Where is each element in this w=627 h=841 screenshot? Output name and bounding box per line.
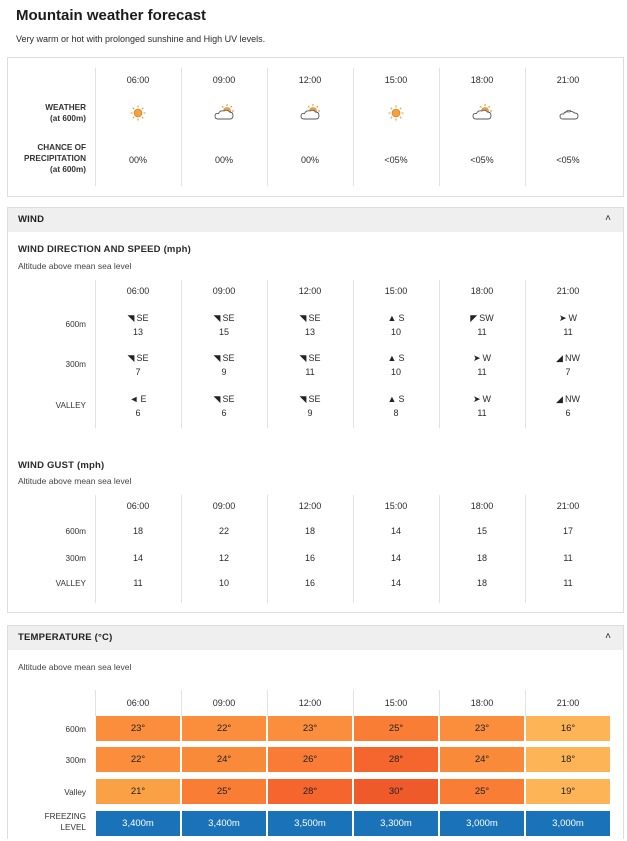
wind-cell [95, 351, 181, 379]
wind-arrow-icon: ◥ [213, 313, 221, 323]
temperature-cell: 28° [268, 779, 352, 804]
gust-value: 10 [218, 578, 229, 588]
wind-arrow-icon: ◥ [127, 313, 135, 323]
wind-direction: S [398, 353, 405, 363]
temperature-cell: 19° [526, 779, 610, 804]
wind-speed-title: WIND DIRECTION AND SPEED (mph) [18, 244, 191, 255]
temperature-cell: 22° [182, 716, 266, 741]
temperature-cell: 30° [354, 779, 438, 804]
temperature-cell: 18° [526, 747, 610, 772]
wind-direction: SE [136, 313, 149, 323]
time-header: 12:00 [298, 698, 322, 708]
wind-arrow-icon: ◥ [299, 394, 307, 404]
wind-cell [95, 311, 181, 339]
gust-value: 11 [133, 578, 143, 588]
time-header: 06:00 [126, 501, 150, 511]
gust-value: 18 [476, 578, 487, 588]
temperature-cell: 16° [526, 716, 610, 741]
wind-arrow-icon: ◥ [299, 353, 307, 363]
freezing-level-cell: 3,300m [354, 811, 438, 836]
gust-value: 18 [132, 526, 143, 536]
wind-speed-note: Altitude above mean sea level [18, 261, 132, 271]
sun-icon [353, 104, 439, 122]
wind-cell [525, 311, 611, 339]
wind-arrow-icon: ◢ [556, 353, 563, 363]
column-separator [95, 68, 96, 186]
gust-value: 14 [390, 578, 401, 588]
wind-cell [353, 311, 439, 339]
wind-cell [439, 351, 525, 379]
wind-direction: SE [222, 353, 235, 363]
precip-label-line1: CHANCE OF [37, 143, 86, 152]
time-header: 09:00 [212, 501, 236, 511]
chevron-up-icon[interactable]: ˄ [605, 213, 611, 224]
wind-arrow-icon: ➤ [558, 313, 567, 323]
precip-row-label [24, 142, 86, 175]
wind-arrow-icon: ◥ [213, 353, 221, 363]
freezing-level-cell: 3,400m [96, 811, 180, 836]
temperature-cell: 26° [268, 747, 352, 772]
precip-value: <05% [470, 155, 494, 165]
wind-direction: NW [564, 394, 580, 404]
temperature-cell: 23° [96, 716, 180, 741]
wind-direction: S [398, 313, 405, 323]
time-header: 18:00 [470, 286, 494, 296]
wind-speed: 13 [304, 327, 315, 337]
precip-label-line3: (at 600m) [50, 165, 86, 174]
wind-section-header[interactable] [8, 208, 623, 232]
wind-cell [267, 392, 353, 420]
wind-cell [181, 351, 267, 379]
temperature-cell: 21° [96, 779, 180, 804]
column-separator [439, 68, 440, 186]
gust-value: 17 [562, 526, 573, 536]
temperature-row-label: 300m [65, 756, 86, 765]
wind-speed: 15 [218, 327, 229, 337]
time-header: 18:00 [470, 698, 494, 708]
wind-arrow-icon: ▲ [387, 353, 397, 363]
freezing-level-cell: 3,000m [440, 811, 524, 836]
wind-direction: SE [308, 313, 321, 323]
sun-behind-cloud-icon [439, 104, 525, 122]
wind-cell [181, 311, 267, 339]
weather-panel [7, 57, 624, 197]
temperature-section-title: TEMPERATURE (°C) [18, 632, 113, 643]
wind-arrow-icon: ◥ [213, 394, 221, 404]
precip-value: 00% [300, 155, 319, 165]
time-header: 15:00 [384, 286, 408, 296]
time-header: 21:00 [556, 75, 580, 85]
gust-value: 14 [390, 553, 401, 563]
freezing-label-line1: FREEZING [44, 812, 86, 821]
gust-value: 15 [476, 526, 487, 536]
time-header: 06:00 [126, 698, 150, 708]
page-title: Mountain weather forecast [16, 7, 207, 24]
gust-value: 11 [563, 578, 573, 588]
wind-direction: SE [308, 394, 321, 404]
time-header: 12:00 [298, 286, 322, 296]
wind-arrow-icon: ◄ [129, 394, 139, 404]
temperature-row-label: 600m [65, 725, 86, 734]
time-header: 12:00 [298, 501, 322, 511]
time-header: 21:00 [556, 501, 580, 511]
wind-cell [267, 351, 353, 379]
gust-value: 11 [563, 553, 573, 563]
freezing-level-cell: 3,000m [526, 811, 610, 836]
wind-cell [439, 392, 525, 420]
temperature-cell: 24° [182, 747, 266, 772]
wind-cell [181, 392, 267, 420]
gust-row-label: 600m [65, 527, 86, 536]
wind-speed: 11 [477, 367, 487, 377]
wind-cell [95, 392, 181, 420]
wind-cell [439, 311, 525, 339]
wind-arrow-icon: ◥ [127, 353, 135, 363]
weather-label-line2: (at 600m) [50, 114, 86, 123]
temperature-cell: 25° [354, 716, 438, 741]
sun-behind-cloud-icon [267, 104, 353, 122]
sun-behind-cloud-icon [181, 104, 267, 122]
time-header: 18:00 [470, 75, 494, 85]
wind-arrow-icon: ▲ [387, 313, 397, 323]
freezing-level-cell: 3,400m [182, 811, 266, 836]
temperature-cell: 25° [182, 779, 266, 804]
column-separator [525, 68, 526, 186]
temperature-panel [7, 625, 624, 839]
gust-value: 14 [132, 553, 143, 563]
wind-direction: W [482, 353, 492, 363]
wind-speed: 11 [563, 327, 573, 337]
wind-arrow-icon: ➤ [472, 353, 481, 363]
weather-row-label [45, 102, 86, 124]
wind-direction: W [568, 313, 578, 323]
temperature-cell: 23° [440, 716, 524, 741]
wind-speed: 6 [565, 408, 571, 418]
wind-speed: 10 [390, 367, 401, 377]
precip-value: 00% [128, 155, 147, 165]
wind-section-title: WIND [18, 214, 45, 225]
wind-direction: SE [136, 353, 149, 363]
wind-direction: NW [564, 353, 580, 363]
gust-row-label: 300m [65, 554, 86, 563]
cloud-icon [525, 104, 611, 122]
wind-arrow-icon: ◤ [470, 313, 478, 323]
temperature-cell: 23° [268, 716, 352, 741]
time-header: 09:00 [212, 75, 236, 85]
wind-speed: 11 [305, 367, 315, 377]
wind-direction: SE [222, 313, 235, 323]
gust-value: 12 [218, 553, 229, 563]
page-subtitle: Very warm or hot with prolonged sunshine and High UV levels. [16, 34, 266, 44]
wind-panel [7, 207, 624, 613]
gust-value: 18 [476, 553, 487, 563]
wind-direction: W [482, 394, 492, 404]
freezing-level-label [45, 811, 86, 833]
wind-direction: SW [479, 313, 494, 323]
gust-row-label: VALLEY [55, 579, 86, 588]
wind-cell [525, 392, 611, 420]
freezing-label-line2: LEVEL [60, 823, 86, 832]
wind-speed: 7 [135, 367, 141, 377]
time-header: 06:00 [126, 75, 150, 85]
gust-value: 16 [304, 578, 315, 588]
wind-arrow-icon: ◥ [299, 313, 307, 323]
wind-arrow-icon: ▲ [387, 394, 397, 404]
wind-row-label: 300m [65, 360, 86, 369]
wind-speed: 9 [307, 408, 313, 418]
temperature-cell: 28° [354, 747, 438, 772]
time-header: 06:00 [126, 286, 150, 296]
wind-speed: 6 [135, 408, 141, 418]
time-header: 21:00 [556, 698, 580, 708]
gust-value: 22 [218, 526, 229, 536]
time-header: 09:00 [212, 286, 236, 296]
wind-speed: 11 [477, 327, 487, 337]
temperature-cell: 22° [96, 747, 180, 772]
temperature-note: Altitude above mean sea level [18, 662, 132, 672]
wind-cell [267, 311, 353, 339]
temperature-cell: 25° [440, 779, 524, 804]
time-header: 12:00 [298, 75, 322, 85]
gust-value: 14 [390, 526, 401, 536]
precip-value: <05% [556, 155, 580, 165]
temperature-row-label: Valley [64, 788, 86, 797]
wind-speed: 10 [390, 327, 401, 337]
wind-arrow-icon: ◢ [556, 394, 563, 404]
precip-label-line2: PRECIPITATION [23, 154, 86, 163]
wind-cell [525, 351, 611, 379]
wind-direction: S [398, 394, 405, 404]
time-header: 21:00 [556, 286, 580, 296]
time-header: 18:00 [470, 501, 494, 511]
weather-label-line1: WEATHER [45, 103, 86, 112]
wind-direction: SE [222, 394, 235, 404]
gust-value: 16 [304, 553, 315, 563]
wind-arrow-icon: ➤ [472, 394, 481, 404]
column-separator [181, 68, 182, 186]
temperature-section-header[interactable] [8, 626, 623, 650]
precip-value: 00% [214, 155, 233, 165]
wind-row-label: VALLEY [55, 401, 86, 410]
wind-direction: E [140, 394, 147, 404]
time-header: 09:00 [212, 698, 236, 708]
time-header: 15:00 [384, 501, 408, 511]
wind-cell [353, 351, 439, 379]
sun-icon [95, 104, 181, 122]
freezing-level-cell: 3,500m [268, 811, 352, 836]
wind-speed: 7 [565, 367, 571, 377]
temperature-cell: 24° [440, 747, 524, 772]
column-separator [267, 68, 268, 186]
wind-speed: 9 [221, 367, 227, 377]
chevron-up-icon[interactable]: ˄ [605, 631, 611, 642]
time-header: 15:00 [384, 75, 408, 85]
wind-cell [353, 392, 439, 420]
wind-gust-note: Altitude above mean sea level [18, 476, 132, 486]
precip-value: <05% [384, 155, 408, 165]
gust-value: 18 [304, 526, 315, 536]
wind-speed: 13 [132, 327, 143, 337]
column-separator [353, 68, 354, 186]
wind-speed: 6 [221, 408, 227, 418]
time-header: 15:00 [384, 698, 408, 708]
wind-gust-title: WIND GUST (mph) [18, 460, 105, 471]
wind-speed: 8 [393, 408, 399, 418]
wind-row-label: 600m [65, 320, 86, 329]
wind-direction: SE [308, 353, 321, 363]
wind-speed: 11 [477, 408, 487, 418]
